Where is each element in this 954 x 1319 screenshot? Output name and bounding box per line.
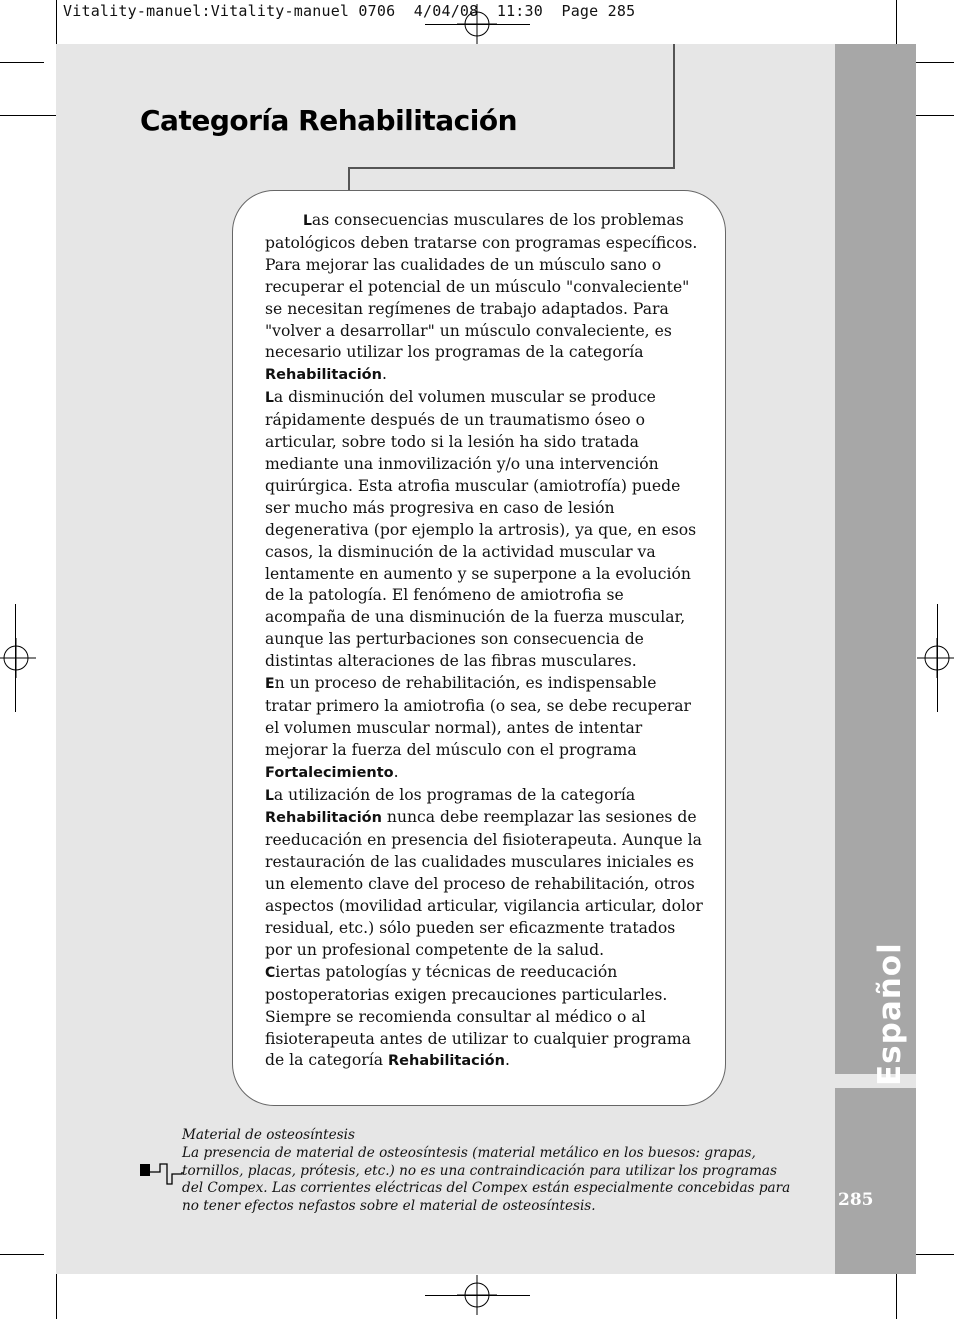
crop-mark — [56, 1270, 57, 1319]
program-keyword: Fortalecimiento — [265, 764, 394, 781]
footnote — [182, 1127, 802, 1216]
print-slug: Vitality-manuel:Vitality-manuel 0706 4/04/08 11:30 Page 285 — [63, 2, 636, 20]
crop-mark — [896, 0, 897, 48]
drop-initial: E — [265, 676, 275, 693]
paragraph — [265, 785, 705, 962]
paragraph-text: a disminución del volumen muscular se produce rápidamente después de un traumatismo óseo o articular, sobre todo si la lesión ha sido tratada mediante una inmovilización y/o una intervención quirúrgica. Esta atrofia muscular (amiotrofía) puede ser mucho más progresiva en caso de lesión degenerativa (por ejemplo la artrosis), ya que, en esos casos, la disminución de la actividad muscular va lentamente en aumento y se superpone a la evolución de la patología. El fenómeno de amiotrofia se acompaña de una disminución de la fuerza muscular, aunque las perturbaciones son consecuencia de distintas alteraciones de las fibras musculares. — [265, 388, 697, 671]
punctuation: . — [381, 365, 387, 384]
paragraph — [265, 673, 705, 785]
paragraph — [265, 210, 705, 387]
footnote-heading: Material de osteosíntesis — [182, 1127, 355, 1143]
title-bracket — [348, 167, 675, 169]
crop-mark — [425, 1295, 530, 1296]
registration-mark-icon — [917, 638, 954, 678]
footnote-body: La presencia de material de osteosíntesis (material metálico en los buesos: grapas, tornillos, placas, prótesis, etc.) no es una contraindicación para utilizar los programas del Compex. Las corrientes eléctricas del Compex están especialmente concebidas para no tener efectos nefastos sobre el material de osteosíntesis. — [182, 1144, 791, 1215]
registration-mark-icon — [0, 638, 36, 678]
language-tab: Español — [872, 942, 908, 1086]
paragraph-text: iertas patologías y técnicas de reeducación postoperatorias exigen precauciones particularles. Siempre se recomienda consultar al médico o al fisioterapeuta antes de utilizar to cualquier programa de la categoría — [265, 962, 691, 1070]
crop-mark — [56, 0, 57, 48]
drop-initial: L — [303, 213, 312, 229]
paragraph — [265, 962, 705, 1074]
punctuation: . — [504, 1051, 510, 1070]
title-bracket — [673, 44, 675, 169]
language-sidebar — [835, 44, 916, 1274]
crop-mark — [0, 115, 56, 116]
punctuation: . — [393, 762, 399, 781]
crop-mark — [0, 62, 44, 63]
category-keyword: Rehabilitación — [265, 367, 382, 384]
paragraph-text: n un proceso de rehabilitación, es indispensable tratar primero la amiotrofia (o sea, se debe recuperar el volumen muscular normal), antes de intentar mejorar la fuerza del músculo con el programa — [265, 674, 692, 759]
crop-mark — [0, 1254, 44, 1255]
crop-mark — [937, 604, 938, 712]
drop-initial: L — [265, 787, 274, 804]
paragraph-text: a utilización de los programas de la categoría — [273, 785, 636, 804]
drop-initial: C — [265, 964, 276, 981]
crop-mark — [896, 1270, 897, 1319]
crop-mark — [912, 1254, 954, 1255]
pulse-waveform-icon — [140, 1160, 186, 1186]
paragraph — [265, 387, 705, 673]
crop-mark — [425, 24, 530, 25]
page-number: 285 — [838, 1190, 874, 1210]
category-keyword: Rehabilitación — [388, 1053, 505, 1070]
page-title: Categoría Rehabilitación — [140, 104, 518, 137]
crop-mark — [912, 62, 954, 63]
title-bracket — [348, 167, 350, 190]
content-text — [265, 210, 705, 1073]
drop-initial: L — [265, 390, 274, 407]
paragraph-text: as consecuencias musculares de los problemas patológicos deben tratarse con programas específicos. Para mejorar las cualidades de un músculo sano o recuperar el potencial de un músculo "convaleciente" se necesitan regímenes de trabajo adaptados. Para "volver a desarrollar" un músculo convaleciente, es necesario utilizar los programas de la categoría — [265, 211, 698, 362]
category-keyword: Rehabilitación — [265, 810, 382, 827]
crop-mark — [15, 604, 16, 712]
paragraph-text: nunca debe reemplazar las sesiones de reeducación en presencia del fisioterapeuta. Aunque la restauración de las cualidades musculares iniciales es un elemento clave del proceso de rehabilitación, otros aspectos (movilidad articular, vigilancia articular, dolor residual, etc.) sólo pueden ser eficazmente tratados por un profesional competente de la salud. — [265, 808, 703, 959]
